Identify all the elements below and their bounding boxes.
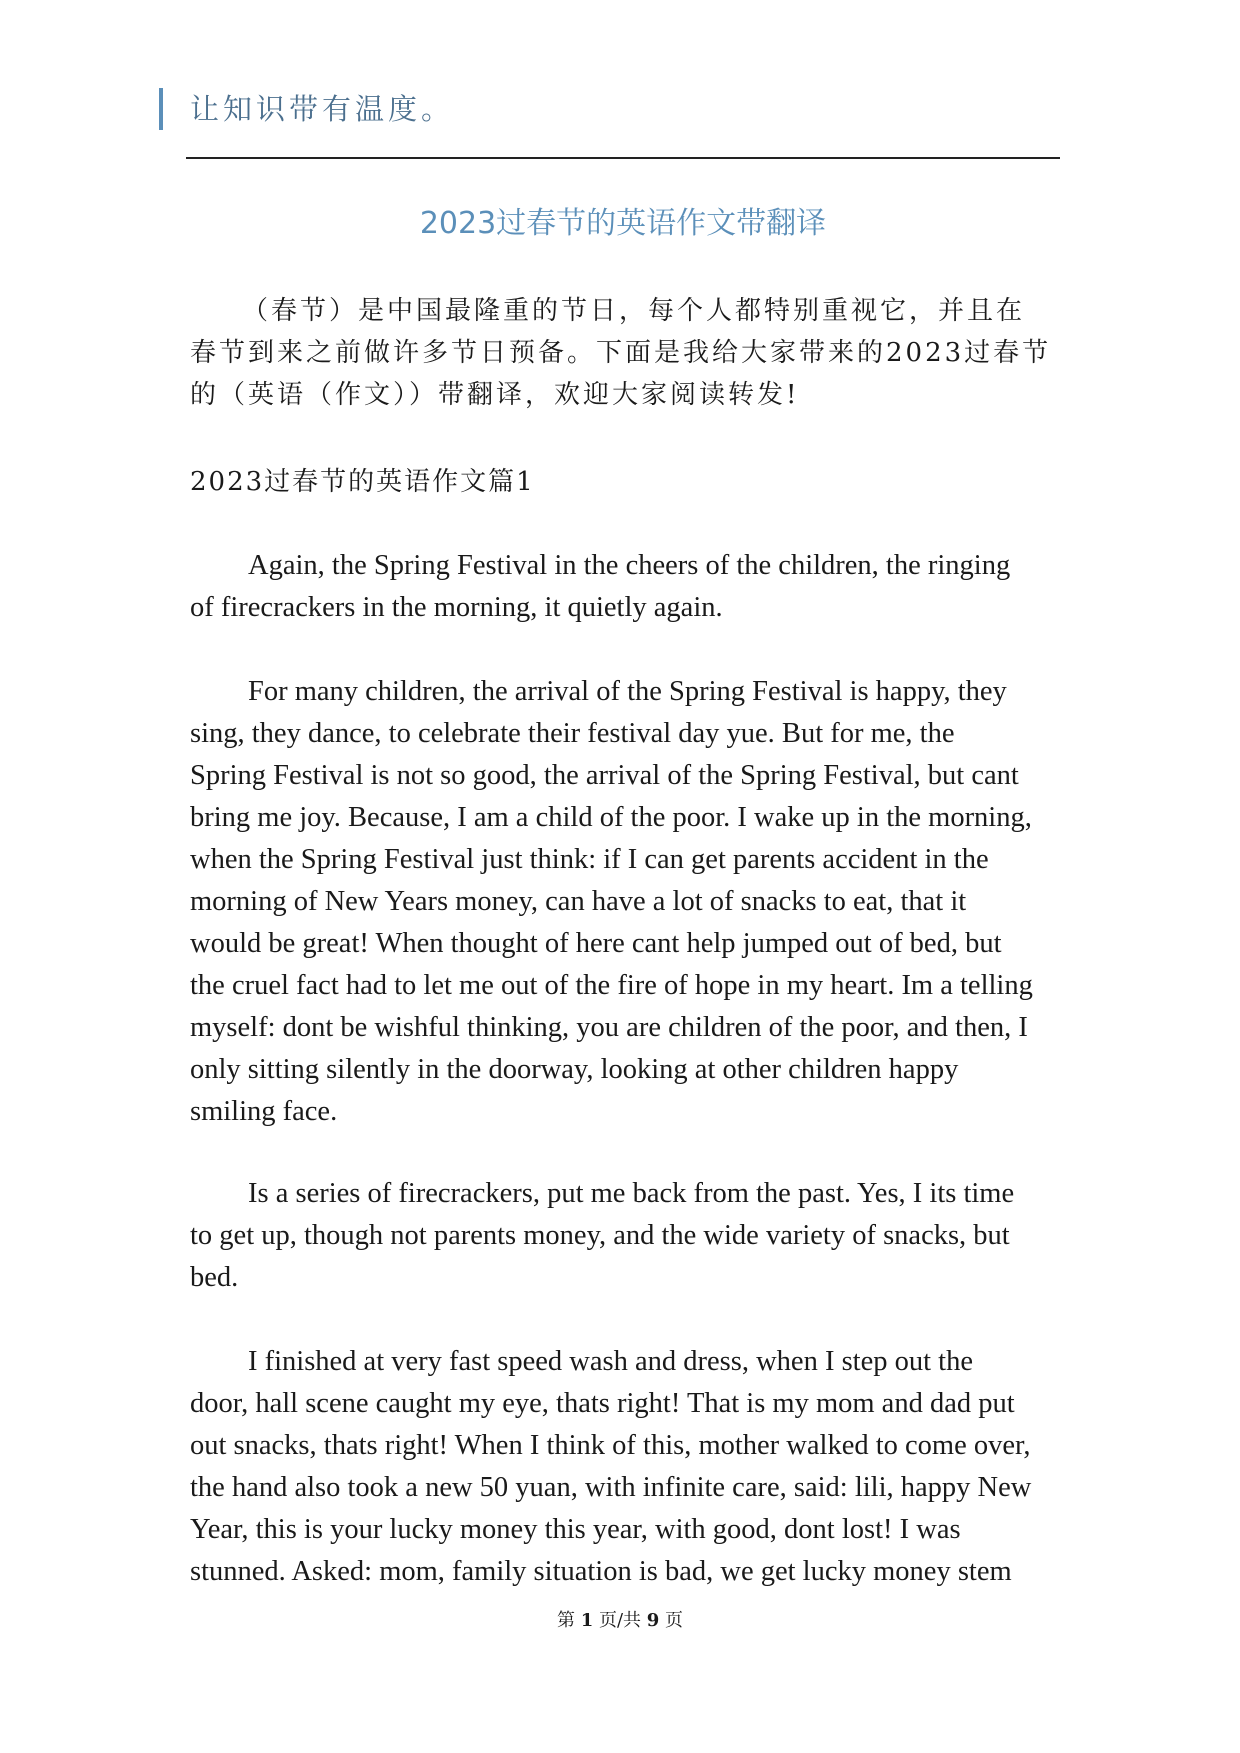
text-line: stunned. Asked: mom, family situation is bad, we get lucky money stem [190, 1556, 1012, 1587]
total-page-count: 9 [646, 1610, 660, 1631]
current-page-number: 1 [580, 1610, 594, 1631]
text-line: morning of New Years money, can have a lot of snacks to eat, that it [190, 886, 967, 917]
text-line: Spring Festival is not so good, the arrival of the Spring Festival, but cant [190, 760, 1019, 791]
essay-paragraph-2 [190, 671, 1070, 1133]
intro-line: （春节）是中国最隆重的节日，每个人都特别重视它，并且在 [242, 296, 1026, 326]
essay-paragraph-4 [190, 1341, 1070, 1593]
text-line: would be great! When thought of here cant help jumped out of bed, but [190, 928, 1002, 959]
footer-middle: 页/共 [598, 1610, 642, 1631]
text-line: Again, the Spring Festival in the cheers of the children, the ringing [248, 550, 1011, 581]
text-line: the cruel fact had to let me out of the fire of hope in my heart. Im a telling [190, 970, 1033, 1001]
text-line: of firecrackers in the morning, it quietly again. [190, 592, 723, 623]
text-line: For many children, the arrival of the Spring Festival is happy, they [248, 676, 1007, 707]
footer-prefix: 第 [556, 1610, 575, 1631]
document-title: 2023过春节的英语作文带翻译 [419, 206, 827, 241]
essay-paragraph-3 [190, 1173, 1070, 1299]
header-slogan: 让知识带有温度。 [190, 92, 455, 126]
intro-line: 的（英语（作文））带翻译，欢迎大家阅读转发! [190, 380, 800, 410]
text-line: bring me joy. Because, I am a child of the poor. I wake up in the morning, [190, 802, 1032, 833]
text-line: when the Spring Festival just think: if I can get parents accident in the [190, 844, 989, 875]
section-heading: 2023过春节的英语作文篇1 [190, 467, 535, 497]
page-number-footer [0, 1608, 1240, 1634]
header-divider [186, 157, 1060, 159]
footer-suffix: 页 [665, 1610, 684, 1631]
text-line: bed. [190, 1262, 239, 1293]
intro-paragraph [190, 290, 1060, 416]
text-line: the hand also took a new 50 yuan, with infinite care, said: lili, happy New [190, 1472, 1032, 1503]
text-line: to get up, though not parents money, and the wide variety of snacks, but [190, 1220, 1010, 1251]
text-line: out snacks, thats right! When I think of this, mother walked to come over, [190, 1430, 1031, 1461]
text-line: sing, they dance, to celebrate their festival day yue. But for me, the [190, 718, 955, 749]
intro-line: 春节到来之前做许多节日预备。下面是我给大家带来的2023过春节 [190, 338, 1052, 368]
text-line: only sitting silently in the doorway, looking at other children happy [190, 1054, 959, 1085]
essay-paragraph-1 [190, 545, 1070, 629]
text-line: myself: dont be wishful thinking, you are children of the poor, and then, I [190, 1012, 1028, 1043]
header-accent-bar [159, 88, 163, 130]
text-line: Year, this is your lucky money this year, with good, dont lost! I was [190, 1514, 961, 1545]
text-line: smiling face. [190, 1096, 338, 1127]
text-line: Is a series of firecrackers, put me back from the past. Yes, I its time [248, 1178, 1015, 1209]
text-line: door, hall scene caught my eye, thats right! That is my mom and dad put [190, 1388, 1015, 1419]
text-line: I finished at very fast speed wash and dress, when I step out the [248, 1346, 973, 1377]
